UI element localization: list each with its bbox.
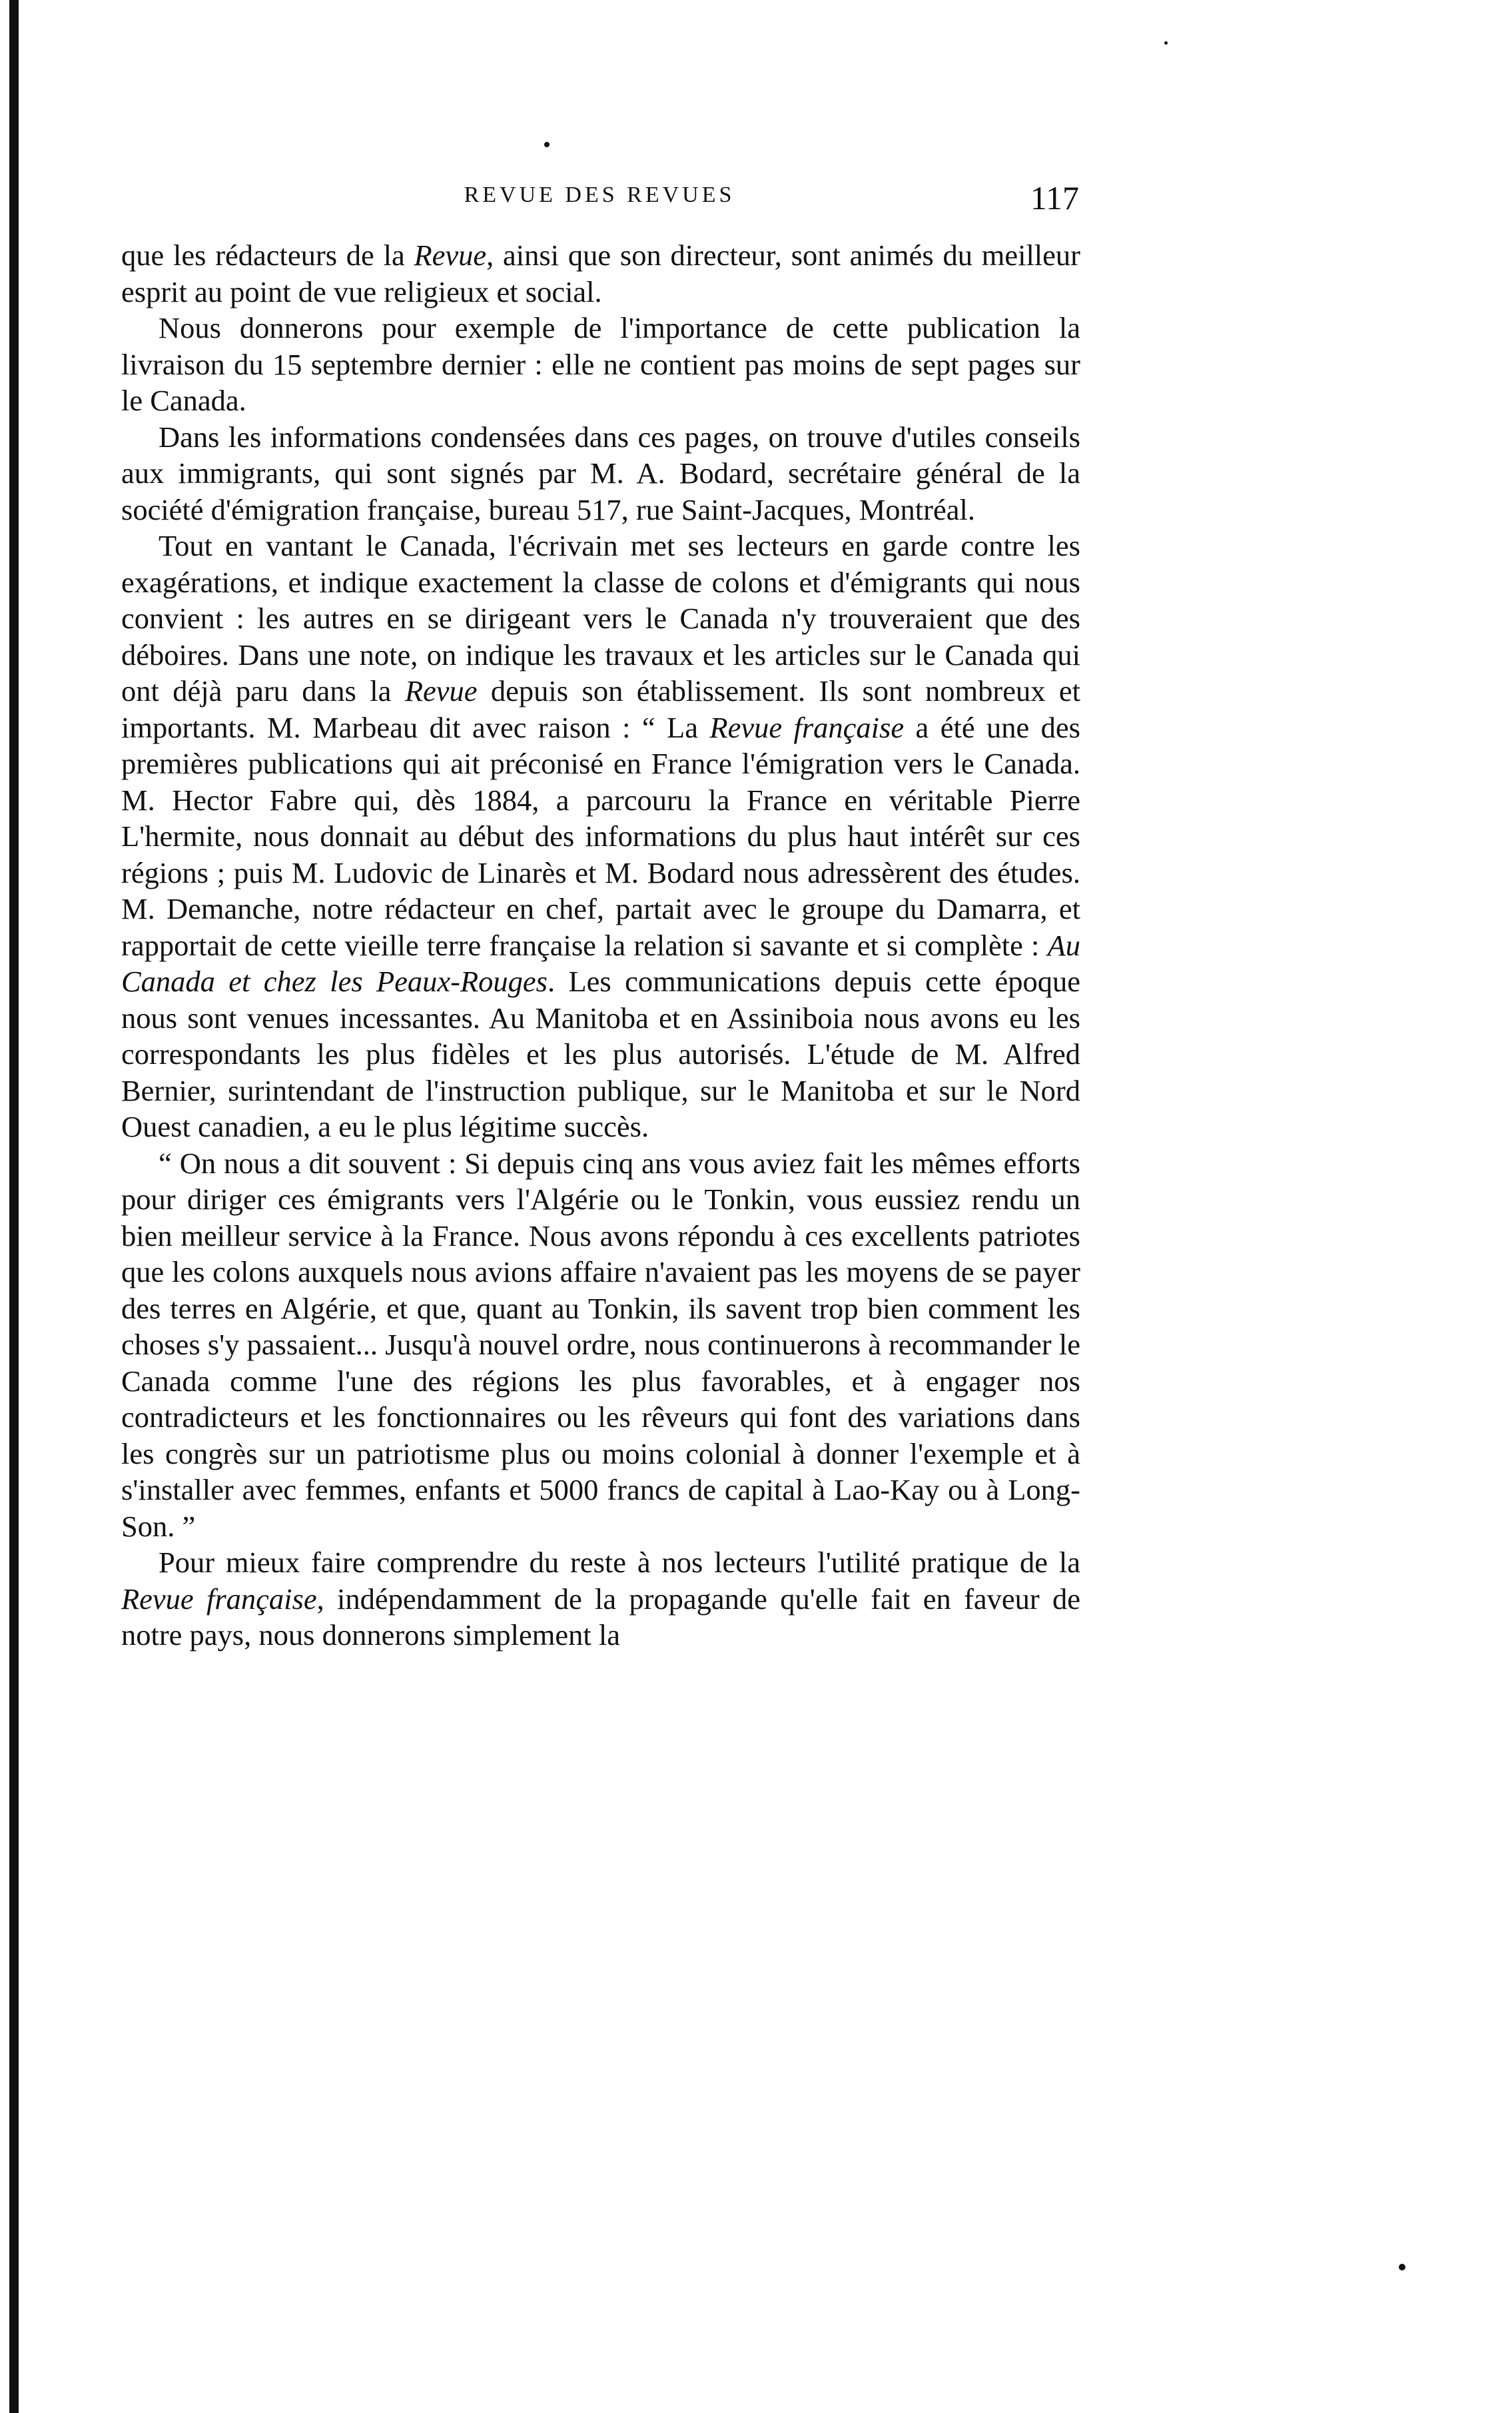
text-run: , ainsi que son directeur, sont animés du meilleur esprit au point de vue religieux et social. — [121, 239, 1080, 308]
paragraph — [121, 310, 1080, 419]
text-run: a été une des premières publications qui ait préconisé en France l'émigration vers le Canada. M. Hector Fabre qui, dès 1884, a parcouru la France en véritable Pierre L'hermite, nous donnait au début des informations du plus haut intérêt sur ces régions ; puis M. Ludovic de Linarès et M. Bodard nous adressèrent des études. M. Demanche, notre rédacteur en chef, partait avec le groupe du Damarra, et rapportait de cette vieille terre française la relation si savante et si complète : — [121, 710, 1080, 962]
paragraph — [121, 1544, 1080, 1654]
italic-title-run: Revue — [414, 239, 487, 272]
text-run: Nous donnerons pour exemple de l'importance de cette publication la livraison du 15 septembre dernier : elle ne contient pas moins de sept pages sur le Canada. — [121, 311, 1080, 417]
bottom-speck-mark — [1399, 2264, 1405, 2270]
paragraph — [121, 419, 1080, 528]
binding-edge-rule — [9, 0, 19, 2413]
paragraph — [121, 1145, 1080, 1545]
paragraph — [121, 528, 1080, 1145]
text-run: que les rédacteurs de la — [121, 239, 414, 272]
italic-title-run: Revue — [404, 674, 478, 708]
body-text — [121, 237, 1080, 1654]
text-run: depuis son établissement. Ils sont nombreux et importants. M. Marbeau dit avec raison : “ La — [121, 674, 1081, 744]
italic-title-run: Revue française — [121, 1582, 317, 1616]
text-run: . Les communications depuis cette époque nous sont venues incessantes. Au Manitoba et en Assiniboia nous avons eu les correspondants les plus fidèles et les plus autorisés. L'étude de M. Alfred Bernier, surintendant de l'instruction publique, sur le Manitoba et sur le Nord Ouest canadien, a eu le plus légitime succès. — [121, 965, 1080, 1143]
running-head: REVUE DES REVUES — [464, 183, 735, 207]
text-run: “ On nous a dit souvent : Si depuis cinq ans vous aviez fait les mêmes efforts pour diriger ces émigrants vers l'Algérie ou le Tonkin, vous eussiez rendu un bien meilleur service à la France. Nous avons répondu à ces excellents patriotes que les colons auxquels nous avions affaire n'avaient pas les moyens de se payer des terres en Algérie, et que, quant au Tonkin, ils savent trop bien comment les choses s'y passaient... Jusqu'à nouvel ordre, nous continuerons à recommander le Canada comme l'une des régions les plus favorables, et à engager nos contradicteurs et les fonctionnaires ou les rêveurs qui font des variations dans les congrès sur un patriotisme plus ou moins colonial à donner l'exemple et à s'installer avec femmes, enfants et 5000 francs de capital à Lao-Kay ou à Long-Son. ” — [121, 1146, 1080, 1543]
paragraph — [121, 237, 1080, 310]
text-run: Pour mieux faire comprendre du reste à nos lecteurs l'utilité pratique de la — [159, 1546, 1080, 1579]
text-run: Dans les informations condensées dans ces pages, on trouve d'utiles conseils aux immigrants, qui sont signés par M. A. Bodard, secrétaire général de la société d'émigration française, bureau 517, rue Saint-Jacques, Montréal. — [121, 420, 1080, 526]
italic-title-run: Au Canada et chez les Peaux-Rouges — [121, 928, 1080, 998]
italic-title-run: Revue française — [709, 710, 905, 744]
top-speck-mark — [1164, 41, 1168, 45]
text-run: , indépendamment de la propagande qu'elle fait en faveur de notre pays, nous donnerons simplement la — [121, 1582, 1080, 1652]
page-header — [120, 179, 1079, 219]
center-speck-mark — [544, 142, 550, 147]
text-run: Tout en vantant le Canada, l'écrivain met ses lecteurs en garde contre les exagérations, et indique exactement la classe de colons et d'émigrants qui nous convient : les autres en se dirigeant vers le Canada n'y trouveraient que des déboires. Dans une note, on indique les travaux et les articles sur le Canada qui ont déjà paru dans la — [121, 529, 1080, 708]
page-number: 117 — [1030, 179, 1079, 217]
